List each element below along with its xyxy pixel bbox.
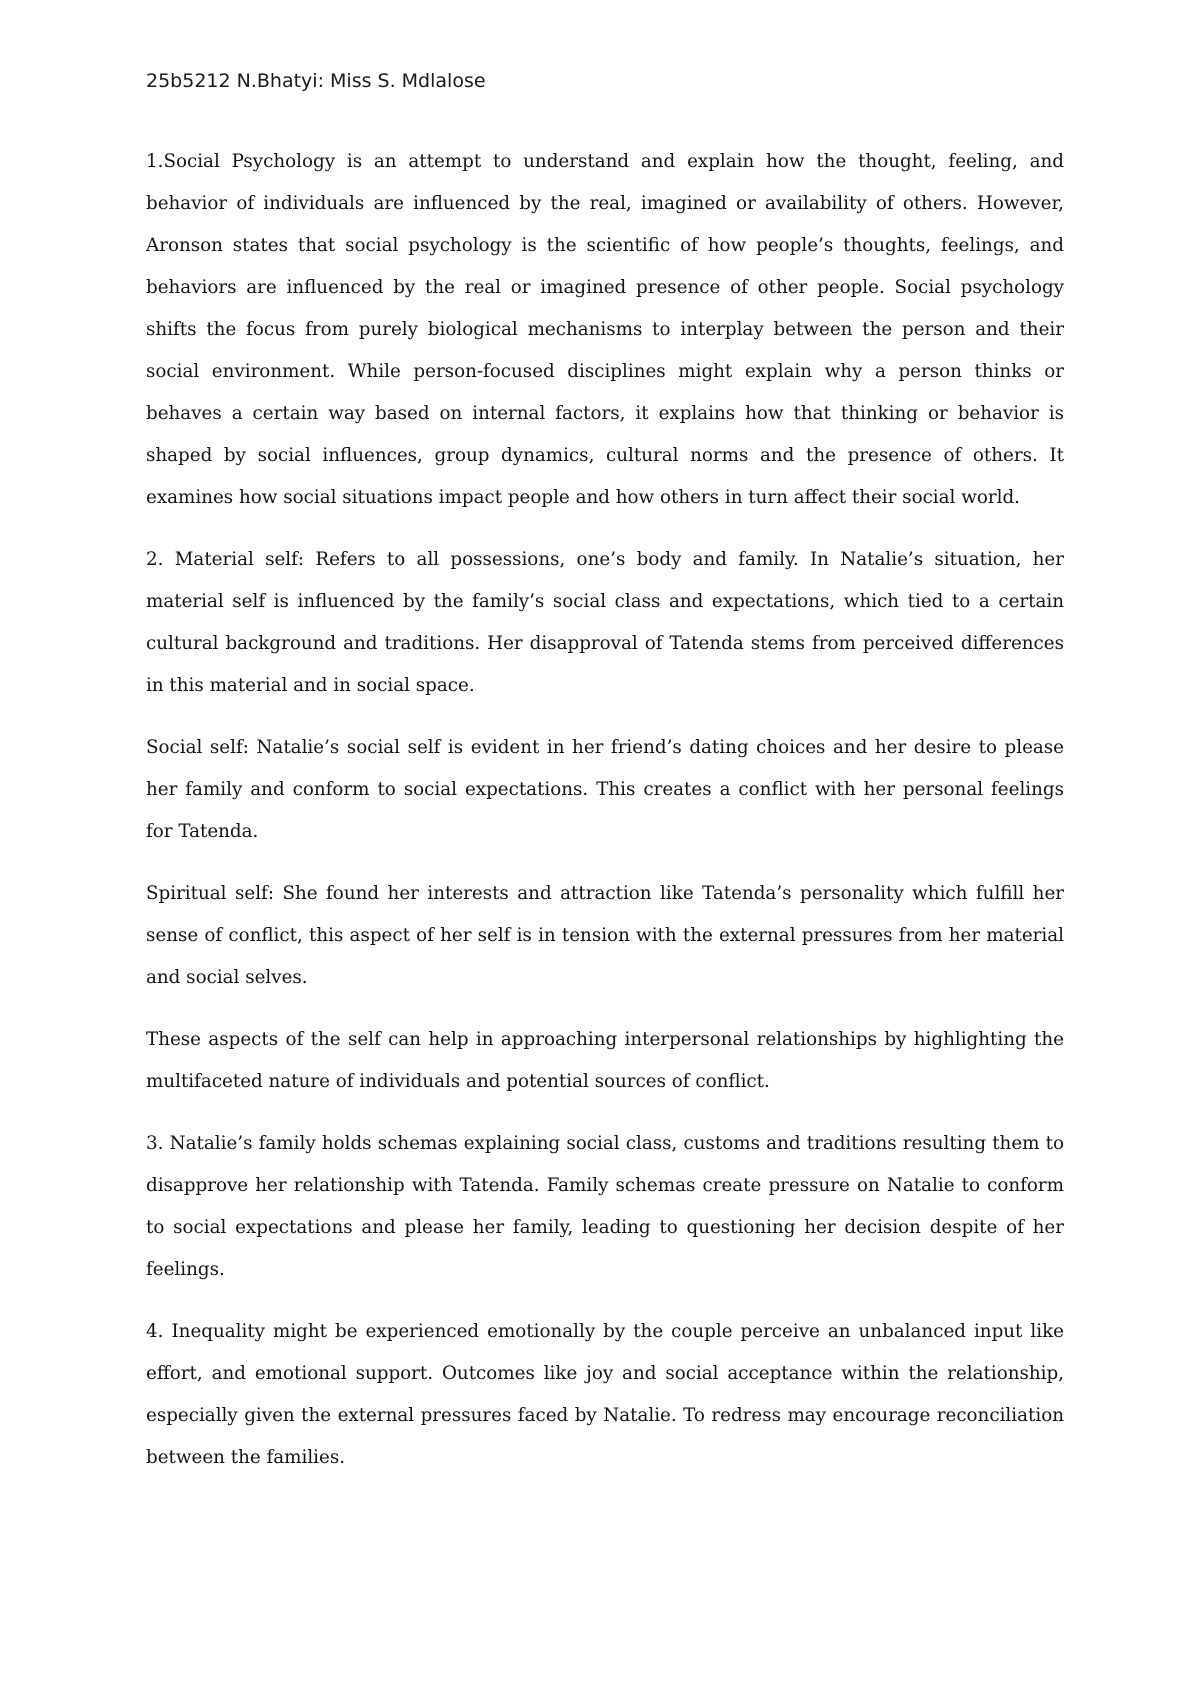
document-body <box>146 141 1064 1499</box>
answer-1-paragraph: 1.Social Psychology is an attempt to understand and explain how the thought, feeling, and behavior of individuals are influenced by the real, imagined or availability of others. However, Aronson states that social psychology is the scientific of how people’s thoughts, feelings, and behaviors are influenced by the real or imagined presence of other people. Social psychology shifts the focus from purely biological mechanisms to interplay between the person and their social environment. While person-focused disciplines might explain why a person thinks or behaves a certain way based on internal factors, it explains how that thinking or behavior is shaped by social influences, group dynamics, cultural norms and the presence of others. It examines how social situations impact people and how others in turn affect their social world. <box>146 151 1064 508</box>
answer-4-paragraph: 4. Inequality might be experienced emotionally by the couple perceive an unbalanced input like effort, and emotional support. Outcomes like joy and social acceptance within the relationship, especially given the external pressures faced by Natalie. To redress may encourage reconciliation between the families. <box>146 1321 1064 1468</box>
answer-2-material-self-paragraph: 2. Material self: Refers to all possessions, one’s body and family. In Natalie’s situation, her material self is influenced by the family’s social class and expectations, which tied to a certain cultural background and traditions. Her disapproval of Tatenda stems from perceived differences in this material and in social space. <box>146 549 1064 696</box>
document-header: 25b5212 N.Bhatyi: Miss S. Mdlalose <box>146 70 486 92</box>
spiritual-self-paragraph: Spiritual self: She found her interests and attraction like Tatenda’s personality which fulfill her sense of conflict, this aspect of her self is in tension with the external pressures from her material and social selves. <box>146 883 1064 988</box>
self-aspects-summary-paragraph: These aspects of the self can help in approaching interpersonal relationships by highlighting the multifaceted nature of individuals and potential sources of conflict. <box>146 1029 1064 1092</box>
social-self-paragraph: Social self: Natalie’s social self is evident in her friend’s dating choices and her desire to please her family and conform to social expectations. This creates a conflict with her personal feelings for Tatenda. <box>146 737 1064 842</box>
answer-3-paragraph: 3. Natalie’s family holds schemas explaining social class, customs and traditions resulting them to disapprove her relationship with Tatenda. Family schemas create pressure on Natalie to conform to social expectations and please her family, leading to questioning her decision despite of her feelings. <box>146 1133 1064 1280</box>
